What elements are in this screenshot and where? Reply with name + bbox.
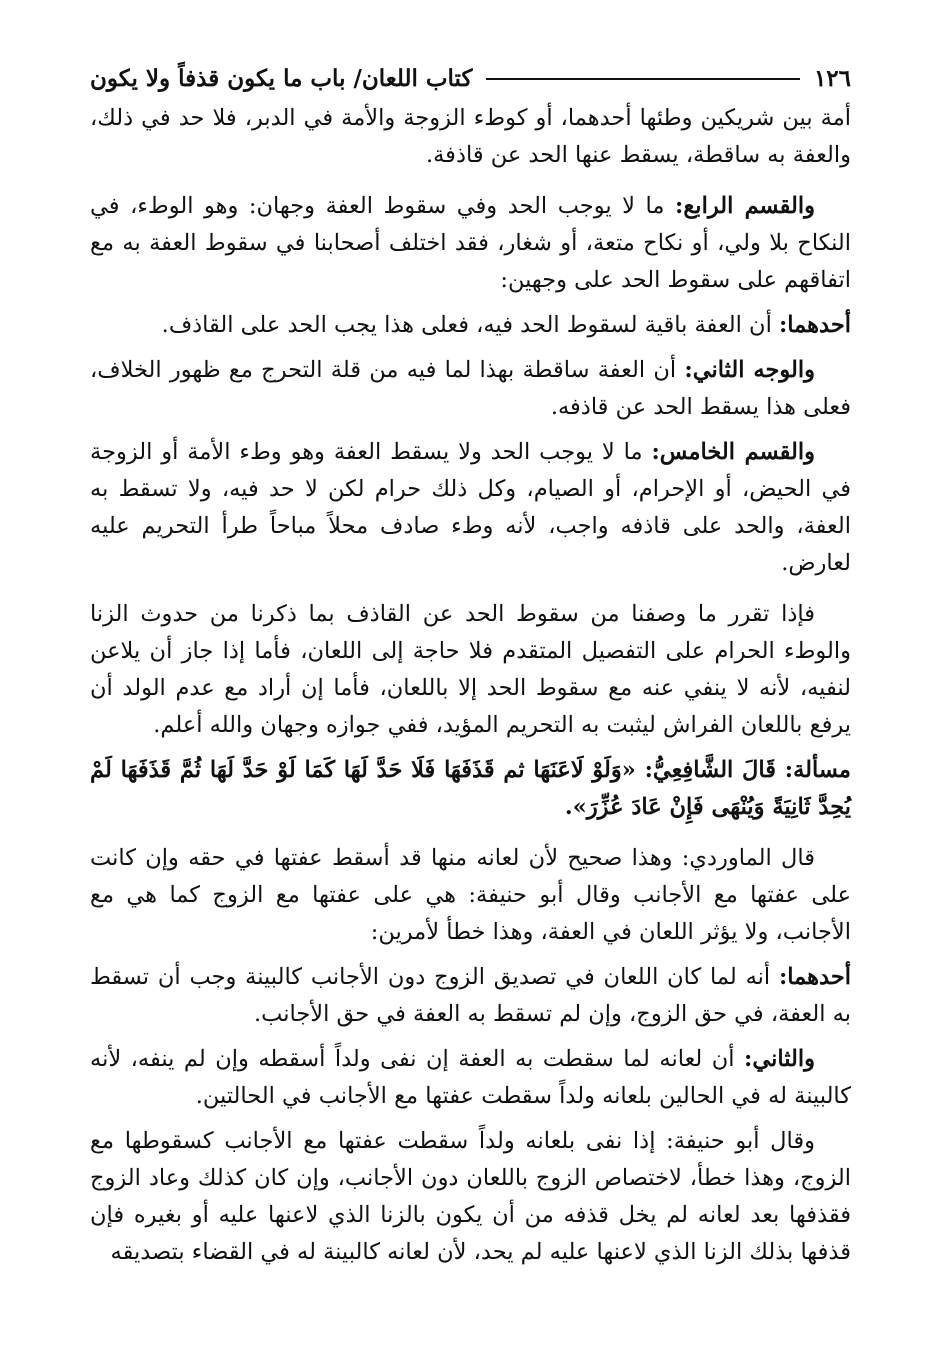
paragraph-lead: أحدهما: [778, 312, 851, 338]
paragraph-lead: والقسم الخامس: [651, 439, 815, 465]
paragraph-conclusion [90, 596, 851, 744]
paragraph-continuation [90, 100, 851, 174]
paragraph-text: أن العفة باقية لسقوط الحد فيه، فعلى هذا يجب الحد على القاذف. [161, 312, 779, 338]
paragraph-text: أمة بين شريكين وطئها أحدهما، أو كوطء الزوجة والأمة في الدبر، فلا حد في ذلك، والعفة به ساقطة، يسقط عنها الحد عن قاذفة. [90, 105, 851, 168]
paragraph-text: أن العفة ساقطة بهذا لما فيه من قلة التحرج مع ظهور الخلاف، فعلى هذا يسقط الحد عن قاذفه. [90, 357, 851, 420]
paragraph-lead: مسألة: قَالَ الشَّافِعِيُّ: [644, 757, 851, 783]
paragraph-lead: والوجه الثاني: [684, 357, 815, 383]
paragraph-lead: والثاني: [744, 1046, 815, 1072]
running-title: كتاب اللعان/ باب ما يكون قذفاً ولا يكون [90, 65, 473, 92]
paragraph-section-five [90, 434, 851, 582]
paragraph-text: ما لا يوجب الحد وفي سقوط العفة وجهان: وهو الوطء، في النكاح بلا ولي، أو نكاح متعة، أو شغار، فقد اختلف أصحابنا في سقوط العفة به مع اتفاقهم على سقوط الحد على وجهين: [90, 193, 851, 293]
paragraph-first-view [90, 307, 851, 344]
running-header [90, 62, 851, 96]
paragraph-abu-hanifa [90, 1123, 851, 1271]
paragraph-text: وقال أبو حنيفة: إذا نفى بلعانه ولداً سقطت عفتها مع الأجانب كسقوطها مع الزوج، وهذا خطأ، لاختصاص الزوج باللعان دون الأجانب، وإن كان كذلك وعاد الزوج فقذفها بعد لعانه لم يخل قذفه من أن يكون بالزنا الذي لاعنها عليه أو بغيره فإن قذفها بذلك الزنا الذي لاعنها عليه لم يحد، لأن لعانه كالبينة له في القضاء بتصديقه [90, 1128, 851, 1265]
paragraph-second-reason [90, 1041, 851, 1115]
paragraph-text: فإذا تقرر ما وصفنا من سقوط الحد عن القاذف بما ذكرنا من حدوث الزنا والوطء الحرام على التفصيل المتقدم فلا حاجة إلى اللعان، فأما إذا جاز أن يلاعن لنفيه، لأنه لا ينفي عنه مع سقوط الحد إلا باللعان، فأما إن أراد مع عدم الولد أن يرفع باللعان الفراش ليثبت به التحريم المؤيد، ففي جوازه وجهان والله أعلم. [90, 601, 851, 738]
paragraph-lead: أحدهما: [778, 964, 851, 990]
paragraph-masala [90, 752, 851, 826]
paragraph-second-view [90, 352, 851, 426]
paragraph-mawardi [90, 840, 851, 951]
paragraph-text: أن لعانه لما سقطت به العفة إن نفى ولداً أسقطه وإن لم ينفه، لأنه كالبينة له في الحالين بلعانه ولداً سقطت عفتها مع الأجانب في الحالتين. [90, 1046, 851, 1109]
page-number: ١٢٦ [813, 65, 851, 92]
quoted-text: «وَلَوْ لَاعَنَهَا ثم قَذَفَهَا فَلَا حَدَّ لَهَا كَمَا لَوْ حَدَّ لَهَا ثُمَّ قَذَفَهَا لَمْ يُحِدَّ ثَانِيَةً وَيُنْهَى فَإِنْ عَادَ عُزِّرَ». [90, 757, 851, 820]
paragraph-text: أنه لما كان اللعان في تصديق الزوج دون الأجانب كالبينة وجب أن تسقط به العفة، في حق الزوج، وإن لم تسقط به العفة في حق الأجانب. [90, 964, 851, 1027]
paragraph-first-reason [90, 959, 851, 1033]
paragraph-text: ما لا يوجب الحد ولا يسقط العفة وهو وطء الأمة أو الزوجة في الحيض، أو الإحرام، أو الصيام، وكل ذلك حرام لكن لا حد فيه، ولا تسقط به العفة، والحد على قاذفه واجب، لأنه وطء صادف محلاً مباحاً طرأ التحريم عليه لعارض. [90, 439, 851, 576]
header-rule [486, 78, 799, 80]
paragraph-section-four [90, 188, 851, 299]
paragraph-text: قال الماوردي: وهذا صحيح لأن لعانه منها قد أسقط عفتها في حقه وإن كانت على عفتها مع الأجانب وقال أبو حنيفة: هي على عفتها مع الزوج كما هي مع الأجانب، ولا يؤثر اللعان في العفة، وهذا خطأ لأمرين: [90, 845, 851, 945]
paragraph-lead: والقسم الرابع: [675, 193, 815, 219]
